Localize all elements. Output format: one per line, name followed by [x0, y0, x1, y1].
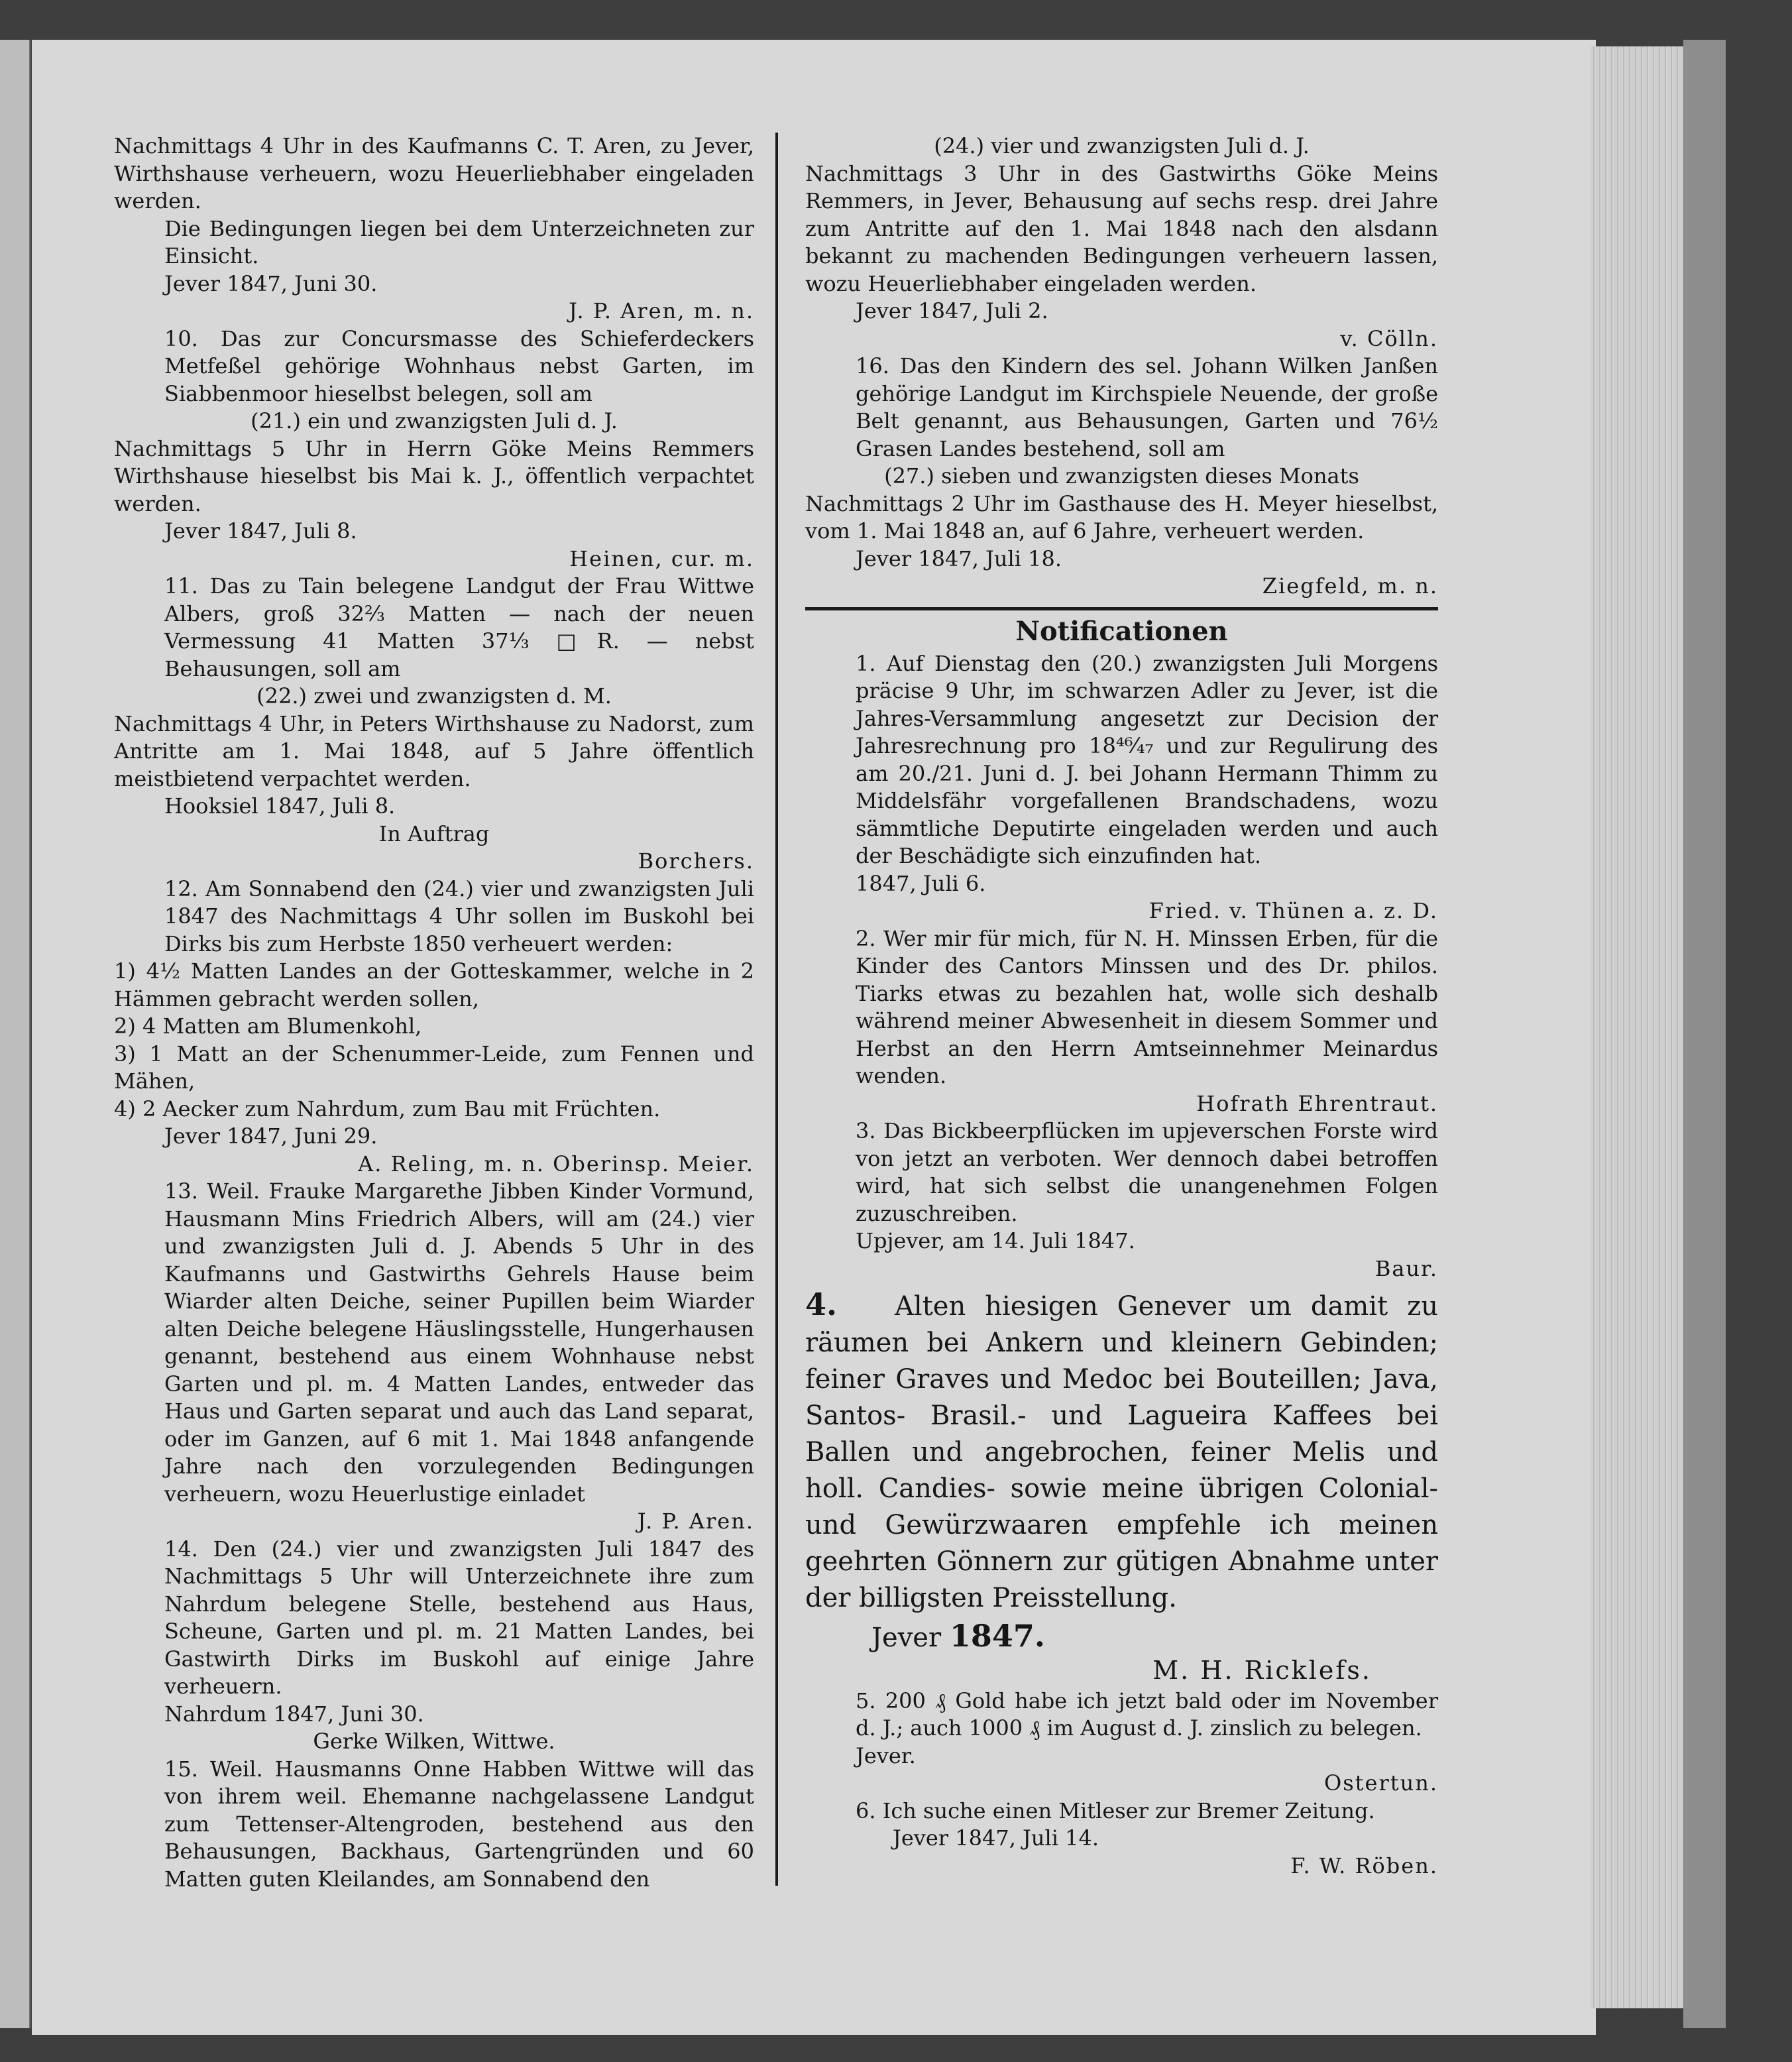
left-column-paragraph: (21.) ein und zwanzigsten Juli d. J. [251, 408, 618, 433]
advertisement-place: Jever [871, 1623, 942, 1653]
left-column-paragraph: (22.) zwei und zwanzigsten d. M. [256, 683, 612, 709]
notifications-paragraph: Fried. v. Thünen a. z. D. [1148, 898, 1438, 923]
notifications-paragraph: 1. Auf Dienstag den (20.) zwanzigsten Juli Morgens präcise 9 Uhr, im schwarzen Adler zu Jever, ist die Jahres-Versammlung angesetzt zur Decision der Jahresrechnung pro 18⁴⁶⁄₄₇ und zur Regulirung des am 20./21. Juni d. J. bei Johann Hermann Thimm zu Middelsfähr vorgefallenen Brandschadens, wozu sämmtliche Deputirte eingeladen werden und auch der Beschädigte sich einzufinden hat. [856, 650, 1438, 868]
left-column-paragraph: Nachmittags 5 Uhr in Herrn Göke Meins Remmers Wirthshause hieselbst bis Mai k. J., öffentlich verpachtet werden. [114, 435, 754, 516]
left-column-paragraph: 3) 1 Matt an der Schenummer-Leide, zum Fennen und Mähen, [114, 1041, 754, 1094]
right-column-notices [805, 133, 1438, 601]
left-column-paragraph: J. P. Aren, m. n. [569, 298, 754, 323]
left-column-paragraph: Die Bedingungen liegen bei dem Unterzeichneten zur Einsicht. [164, 215, 754, 268]
right-column-paragraph: v. Cölln. [1340, 325, 1438, 351]
final-notices [805, 1688, 1438, 1880]
right-column-paragraph: Nachmittags 3 Uhr in des Gastwirths Göke Meins Remmers, in Jever, Behausung auf sechs resp. drei Jahre zum Antritte auf den 1. Mai 1848 nach den alsdann bekannt zu machenden Bedingungen verheuern lassen, wozu Heuerliebhaber eingeladen werden. [805, 160, 1438, 296]
left-column-paragraph: 10. Das zur Concursmasse des Schieferdeckers Metfeßel gehörige Wohnhaus nebst Garten, im Siabbenmoor hieselbst belegen, soll am [164, 325, 754, 406]
final-notices-paragraph: F. W. Röben. [1290, 1853, 1438, 1878]
section-divider [805, 607, 1438, 610]
advertisement-signature: M. H. Ricklefs. [1152, 1656, 1372, 1685]
right-column-paragraph: (24.) vier und zwanzigsten Juli d. J. [934, 133, 1310, 158]
left-column-paragraph: 1) 4½ Matten Landes an der Gotteskammer, welche in 2 Hämmen gebracht werden sollen, [114, 958, 754, 1011]
book-cover-edge [1683, 40, 1726, 2028]
left-column-paragraph: A. Reling, m. n. Oberinsp. Meier. [358, 1151, 754, 1176]
left-column-paragraph: 13. Weil. Frauke Margarethe Jibben Kinder Vormund, Hausmann Mins Friedrich Albers, will am (24.) vier und zwanzigsten Juli d. J. Abends 5 Uhr in des Kaufmanns und Gastwirths Gehrels Hause beim Wiarder alten Deiche, seiner Pupillen beim Wiarder alten Deiche belegene Häuslingsstelle, Hungerhausen genannt, bestehend aus einem Wohnhause nebst Garten und pl. m. 4 Matten Landes, entweder das Haus und Garten separat und auch das Land separat, oder im Ganzen, auf 6 mit 1. Mai 1848 anfangende Jahre nach den vorzulegenden Bedingungen verheuern, wozu Heuerlustige einladet [164, 1178, 754, 1507]
left-column-paragraph: 4) 2 Aecker zum Nahrdum, zum Bau mit Früchten. [114, 1096, 661, 1121]
notifications-list [805, 650, 1438, 1283]
left-column-paragraph: 14. Den (24.) vier und zwanzigsten Juli 1847 des Nachmittags 5 Uhr will Unterzeichnete ihre zum Nahrdum belegene Stelle, bestehend aus Haus, Scheune, Garten und pl. m. 21 Matten Landes, bei Gastwirth Dirks im Buskohl auf einige Jahre verheuern. [164, 1536, 754, 1699]
advertisement [805, 1287, 1438, 1685]
advertisement-text [805, 1287, 1438, 1617]
advertisement-year: 1847. [949, 1618, 1045, 1654]
right-column-paragraph: Ziegfeld, m. n. [1262, 573, 1438, 599]
previous-page-edge [0, 40, 30, 2028]
left-column-paragraph: Heinen, cur. m. [569, 545, 754, 571]
notifications-paragraph: Upjever, am 14. Juli 1847. [856, 1228, 1135, 1253]
section-heading: Notificationen [1015, 615, 1228, 647]
left-column-paragraph: 15. Weil. Hausmanns Onne Habben Wittwe will das von ihrem weil. Ehemanne nachgelassene Landgut zum Tettenser-Altengroden, bestehend aus den Behausungen, Backhaus, Gartengründen und 60 Matten guten Kleilandes, am Sonnabend den [164, 1756, 754, 1892]
left-column-paragraph: Jever 1847, Juni 30. [164, 270, 378, 296]
left-column-paragraph: 12. Am Sonnabend den (24.) vier und zwanzigsten Juli 1847 des Nachmittags 4 Uhr sollen im Buskohl bei Dirks bis zum Herbste 1850 verheuert werden: [164, 876, 754, 956]
left-column-paragraph: Nachmittags 4 Uhr in des Kaufmanns C. T. Aren, zu Jever, Wirthshause verheuern, wozu Heuerliebhaber eingeladen werden. [114, 133, 754, 213]
final-notices-paragraph: 6. Ich suche einen Mitleser zur Bremer Zeitung. [856, 1798, 1375, 1823]
right-column-paragraph: (27.) sieben und zwanzigsten dieses Monats [884, 463, 1359, 488]
advertisement-number: 4. [805, 1287, 838, 1322]
left-column-paragraph: Nahrdum 1847, Juni 30. [164, 1701, 424, 1727]
left-column-paragraph: Nachmittags 4 Uhr, in Peters Wirthshause zu Nadorst, zum Antritte am 1. Mai 1848, auf 5 Jahre öffentlich meistbietend verpachtet werden. [114, 711, 754, 791]
left-column-paragraph: 2) 4 Matten am Blumenkohl, [114, 1013, 422, 1039]
notifications-paragraph: Baur. [1374, 1255, 1438, 1281]
final-notices-paragraph: Jever 1847, Juli 14. [893, 1825, 1099, 1851]
book-page-edges [1591, 46, 1697, 2008]
final-notices-paragraph: Jever. [856, 1743, 916, 1768]
left-column-paragraph: J. P. Aren. [637, 1509, 754, 1534]
left-column-paragraph: Borchers. [638, 848, 754, 874]
advertisement-dateline [871, 1617, 1438, 1657]
notifications-paragraph: 1847, Juli 6. [856, 870, 986, 896]
left-column-paragraph: Gerke Wilken, Wittwe. [313, 1729, 555, 1754]
notifications-paragraph: Hofrath Ehrentraut. [1196, 1090, 1438, 1116]
left-column-paragraph: In Auftrag [378, 821, 490, 846]
right-column-paragraph: Nachmittags 2 Uhr im Gasthause des H. Meyer hieselbst, vom 1. Mai 1848 an, auf 6 Jahre, verheuert werden. [805, 490, 1438, 544]
column-divider [775, 133, 778, 1886]
final-notices-paragraph: Ostertun. [1324, 1770, 1438, 1796]
final-notices-paragraph: 5. 200 ₰ Gold habe ich jetzt bald oder im November d. J.; auch 1000 ₰ im August d. J. zinslich zu belegen. [856, 1688, 1438, 1741]
right-column-paragraph: Jever 1847, Juli 2. [856, 298, 1048, 323]
left-column-paragraph: Jever 1847, Juni 29. [164, 1123, 378, 1149]
left-column [114, 133, 754, 1893]
left-column-paragraph: Jever 1847, Juli 8. [164, 518, 357, 544]
advertisement-body: Alten hiesigen Genever um damit zu räumen bei Ankern und kleinern Gebinden; feiner Graves und Medoc bei Bouteillen; Java, Santos- Brasil.- und Lagueira Kaffees bei Ballen und angebrochen, feiner Melis und holl. Candies- sowie meine übrigen Colonial- und Gewürzwaaren empfehle ich meinen geehrten Gönnern zur gütigen Abnahme unter der billigsten Preisstellung. [805, 1291, 1438, 1613]
left-column-paragraph: Hooksiel 1847, Juli 8. [164, 793, 396, 819]
notifications-paragraph: 3. Das Bickbeerpflücken im upjeverschen Forste wird von jetzt an verboten. Wer dennoch dabei betroffen wird, hat sich selbst die unangenehmen Folgen zuzuschreiben. [856, 1118, 1438, 1226]
right-column-paragraph: 16. Das den Kindern des sel. Johann Wilken Janßen gehörige Landgut im Kirchspiele Neuende, der große Belt genannt, aus Behausungen, Garten und 76½ Grasen Landes bestehend, soll am [856, 353, 1438, 461]
right-column-paragraph: Jever 1847, Juli 18. [856, 545, 1062, 571]
right-column [805, 133, 1438, 1880]
notifications-paragraph: 2. Wer mir für mich, für N. H. Minssen Erben, für die Kinder des Cantors Minssen und des Dr. philos. Tiarks etwas zu bezahlen hat, wolle sich deshalb während meiner Abwesenheit in diesem Sommer und Herbst an den Herrn Amtseinnehmer Meinardus wenden. [856, 925, 1438, 1088]
left-column-paragraph: 11. Das zu Tain belegene Landgut der Frau Wittwe Albers, groß 32⅔ Matten — nach der neuen Vermessung 41 Matten 37⅓ □R. — nebst Behausungen, soll am [164, 573, 754, 681]
